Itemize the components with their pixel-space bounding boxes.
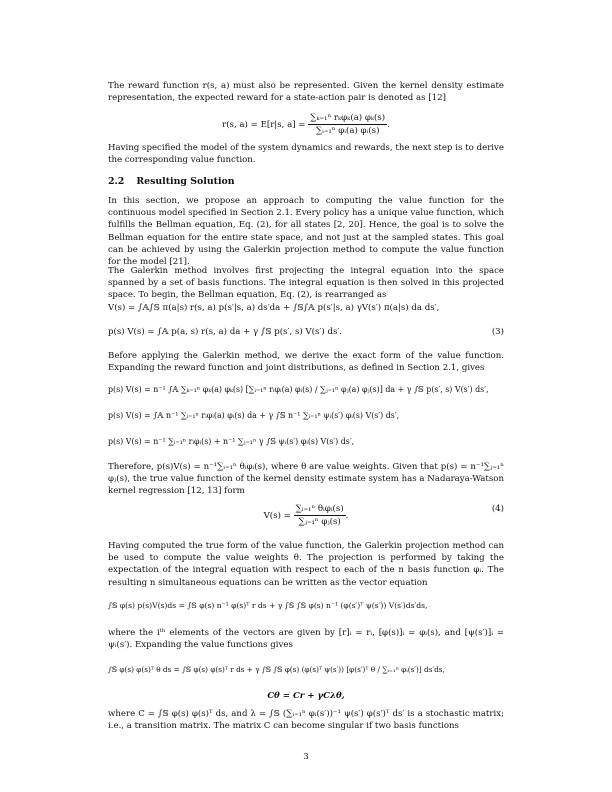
- paragraph-approach: In this section, we propose an approach to computing the value function for the continuous model specified in Section 2.1. Every policy has a unique value function, which fulfills the Bellman equation, Eq. (2), for all states [2, 20]. Hence, the goal is to solve the Bellman equation for the entire state space, and not just at the sampled states. This goal can be achieved by using the Galerkin projection method to compute the value function for the model [21].: [108, 196, 504, 268]
- equation-4-number: (4): [491, 504, 504, 514]
- page-number: 3: [303, 752, 309, 762]
- equation-4-fraction: [294, 503, 346, 528]
- equation-3-number: (3): [491, 327, 504, 337]
- paragraph-exact-form: Before applying the Galerkin method, we derive the exact form of the value function. Expanding the reward function and joint distributions, as defined in Section 2.1, gives: [108, 351, 504, 374]
- equation-3-line-2-text: p(s) V(s) = ∫𝔸 p(a, s) r(s, a) da + γ ∫𝕊 p(s′, s) V(s′) ds′.: [108, 327, 343, 337]
- equation-4-numerator: ∑ᵢ₌₁ⁿ θᵢφᵢ(s): [295, 504, 344, 514]
- paragraph-next-step: Having specified the model of the system dynamics and rewards, the next step is to derive the corresponding value function.: [108, 143, 504, 166]
- equation-expansion-line-3: p(s) V(s) = n⁻¹ ∑ᵢ₌₁ⁿ rᵢφᵢ(s) + n⁻¹ ∑ⱼ₌₁ⁿ γ ∫𝕊 ψᵢ(s′) φᵢ(s) V(s′) ds′,: [108, 437, 355, 446]
- equation-expanded-values: ∫𝕊 φ(s) φ(s)ᵀ θ ds = ∫𝕊 φ(s) φ(s)ᵀ r ds + γ ∫𝕊 ∫𝕊 φ(s) (φ(s)ᵀ ψ(s′)) [φ(s′)ᵀ θ / ∑ᵢ₌₁ⁿ φᵢ(s′)] ds′ds,: [108, 665, 445, 674]
- section-number: 2.2: [108, 176, 125, 187]
- equation-4-lhs: V(s) =: [263, 511, 291, 521]
- equation-4-denominator: ∑ⱼ₌₁ⁿ φⱼ(s): [298, 517, 341, 527]
- equation-vector: ∫𝕊 φ(s) p(s)V(s)ds = ∫𝕊 φ(s) n⁻¹ φ(s)ᵀ r ds + γ ∫𝕊 ∫𝕊 φ(s) n⁻¹ (φ(s′)ᵀ ψ(s′)) V(s′)ds′ds,: [108, 601, 428, 610]
- paragraph-reward-function: The reward function r(s, a) must also be represented. Given the kernel density estimate representation, the expected reward for a state-action pair is denoted as [12]: [108, 81, 504, 104]
- paragraph-elements: where the iᵗʰ elements of the vectors are given by [r]ᵢ = rᵢ, [φ(s)]ᵢ = φᵢ(s), and [ψ(s′)]ᵢ = ψᵢ(s′). Expanding the value functions gives: [108, 628, 504, 651]
- equation-reward-fraction: [308, 112, 387, 137]
- equation-expansion-line-2: p(s) V(s) = ∫𝔸 n⁻¹ ∑ᵢ₌₁ⁿ rᵢφᵢ(a) φᵢ(s) da + γ ∫𝕊 n⁻¹ ∑ᵢ₌₁ⁿ ψᵢ(s′) φᵢ(s) V(s′) ds′,: [108, 411, 400, 420]
- equation-reward-lhs: r(s, a) = E[r|s, a] =: [222, 120, 306, 130]
- equation-4: V(s) = $\frac{\text{∑ᵢ₌₁ⁿ θᵢφᵢ(s)}}{\text{∑ⱼ₌₁ⁿ φⱼ(s)}}$ . (4): [263, 504, 504, 527]
- equation-reward-numerator: ∑ₖ₌₁ⁿ rₖφₖ(a) φₖ(s): [310, 113, 386, 123]
- equation-c-matrix: Cθ = Cr + γCλθ,: [267, 691, 345, 701]
- equation-reward-denominator: ∑ᵢ₌₁ⁿ φᵢ(a) φᵢ(s): [315, 126, 380, 136]
- section-heading: [108, 176, 247, 187]
- paragraph-therefore: Therefore, p(s)V(s) = n⁻¹∑ᵢ₌₁ⁿ θᵢφᵢ(s), where θ are value weights. Given that p(s) = n⁻¹∑ⱼ₌₁ⁿ φⱼ(s), the true value function of the kernel density estimate system has a Nadaraya-Watson kernel regression [12, 13] form: [108, 462, 504, 497]
- paragraph-projection: Having computed the true form of the value function, the Galerkin projection method can be used to compute the value weights θ. The projection is performed by taking the expectation of the integral equation with respect to each of the n basis function φᵢ. The resulting n simultaneous equations can be written as the vector equation: [108, 541, 504, 588]
- section-title: Resulting Solution: [136, 176, 235, 187]
- equation-3-line-1: V(s) = ∫𝔸∫𝕊 π(a|s) r(s, a) p(s′|s, a) ds′da + ∫𝕊∫𝔸 p(s′|s, a) γV(s′) π(a|s) da ds′,: [108, 303, 440, 313]
- equation-3-line-2: [108, 326, 504, 338]
- paragraph-stochastic-matrix: where C = ∫𝕊 φ(s) φ(s)ᵀ ds, and λ = ∫𝕊 (∑ᵢ₌₁ⁿ φᵢ(s′))⁻¹ ψ(s′) φ(s′)ᵀ ds′ is a stochastic matrix; i.e., a transition matrix. The matrix C can become singular if two basis functions: [108, 709, 504, 732]
- equation-expansion-line-1: p(s) V(s) = n⁻¹ ∫𝔸 ∑ₖ₌₁ⁿ φₖ(a) φₖ(s) [∑ᵢ₌₁ⁿ rᵢφᵢ(a) φᵢ(s) / ∑ⱼ₌₁ⁿ φⱼ(a) φⱼ(s)] da + γ ∫𝕊 p(s′, s) V(s′) ds′,: [108, 385, 489, 394]
- paragraph-galerkin: The Galerkin method involves first projecting the integral equation into the space spanned by a set of basis functions. The integral equation is then solved in this projected space. To begin, the Bellman equation, Eq. (2), is rearranged as: [108, 266, 504, 301]
- equation-reward: r(s, a) = E[r|s, a] = $\frac{\text{∑ₖ₌₁ⁿ rₖφₖ(a) φₖ(s)}}{\text{∑ᵢ₌₁ⁿ φᵢ(a) φᵢ(s)}}$ .: [222, 113, 390, 136]
